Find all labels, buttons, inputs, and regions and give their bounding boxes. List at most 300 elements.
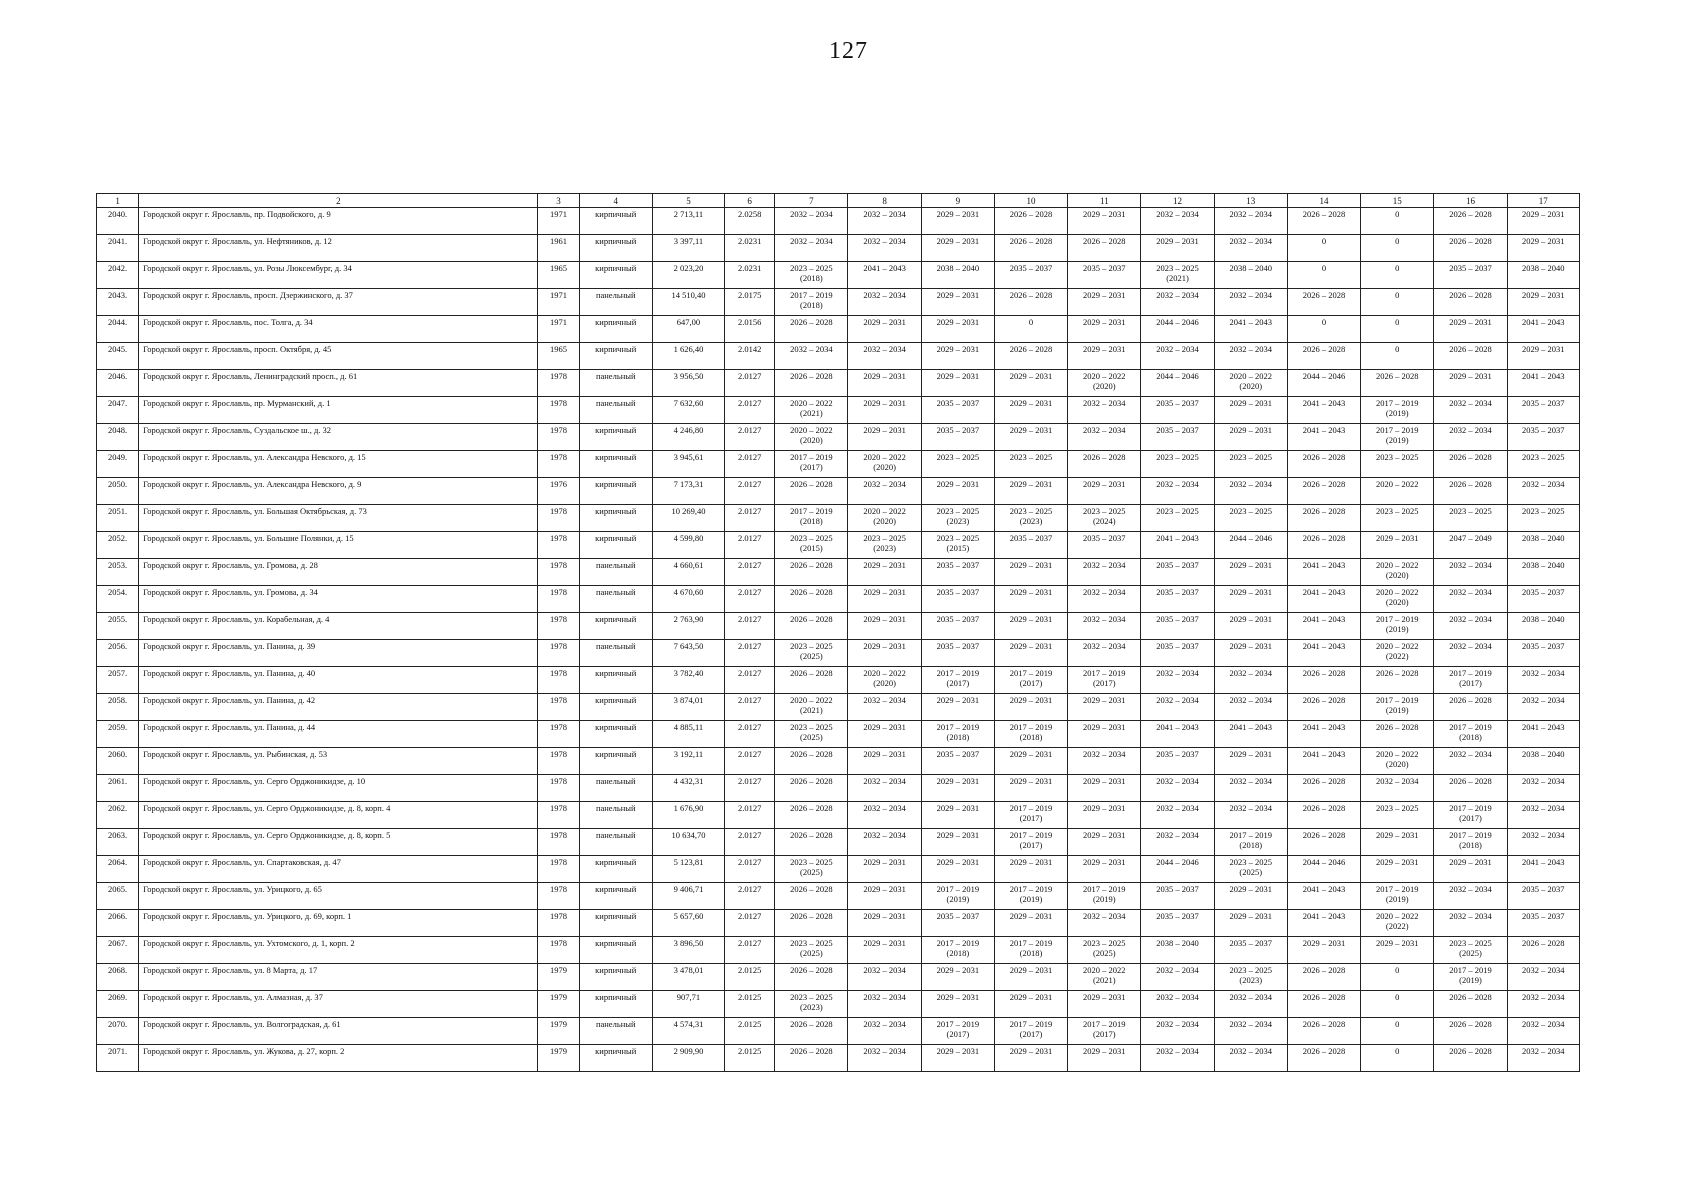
- table-cell: 2032 – 2034: [1214, 1018, 1287, 1045]
- table-cell: 2026 – 2028: [994, 235, 1067, 262]
- table-cell: 2032 – 2034: [1507, 775, 1579, 802]
- table-cell: 2029 – 2031: [1361, 856, 1434, 883]
- row-number-cell: 2058.: [97, 694, 139, 721]
- table-cell: 2026 – 2028: [775, 910, 848, 937]
- row-number-cell: 2062.: [97, 802, 139, 829]
- table-cell: 2032 – 2034: [1214, 694, 1287, 721]
- table-cell: 2035 – 2037: [1141, 424, 1214, 451]
- table-cell: 2032 – 2034: [1068, 613, 1141, 640]
- table-cell: 2035 – 2037: [921, 748, 994, 775]
- table-cell: 2029 – 2031: [1068, 991, 1141, 1018]
- table-cell: 2017 – 2019 (2019): [1361, 613, 1434, 640]
- table-cell: 4 246,80: [652, 424, 724, 451]
- table-cell: 2026 – 2028: [1287, 451, 1360, 478]
- table-cell: кирпичный: [579, 910, 652, 937]
- table-cell: 2032 – 2034: [848, 802, 921, 829]
- table-cell: 2026 – 2028: [775, 370, 848, 397]
- address-cell: Городской округ г. Ярославль, ул. Корабельная, д. 4: [139, 613, 538, 640]
- table-cell: 2023 – 2025 (2015): [921, 532, 994, 559]
- table-cell: 1979: [538, 1045, 579, 1072]
- table-cell: кирпичный: [579, 343, 652, 370]
- table-cell: 2038 – 2040: [1507, 559, 1579, 586]
- table-cell: 2017 – 2019 (2018): [775, 505, 848, 532]
- table-cell: 2029 – 2031: [1214, 559, 1287, 586]
- table-cell: 2032 – 2034: [1507, 1018, 1579, 1045]
- table-cell: 2035 – 2037: [994, 532, 1067, 559]
- table-cell: 2026 – 2028: [1287, 343, 1360, 370]
- table-cell: 2029 – 2031: [1507, 343, 1579, 370]
- table-cell: кирпичный: [579, 856, 652, 883]
- table-cell: 2044 – 2046: [1214, 532, 1287, 559]
- table-cell: 2029 – 2031: [1068, 208, 1141, 235]
- table-cell: 2029 – 2031: [1434, 316, 1507, 343]
- table-cell: кирпичный: [579, 748, 652, 775]
- table-cell: 2032 – 2034: [848, 235, 921, 262]
- table-cell: 2026 – 2028: [1287, 478, 1360, 505]
- table-cell: 2044 – 2046: [1287, 370, 1360, 397]
- table-cell: 4 885,11: [652, 721, 724, 748]
- row-number-cell: 2052.: [97, 532, 139, 559]
- table-row: [97, 775, 1580, 802]
- table-cell: 2032 – 2034: [1141, 991, 1214, 1018]
- table-cell: 1965: [538, 262, 579, 289]
- table-cell: 2035 – 2037: [1141, 613, 1214, 640]
- row-number-cell: 2059.: [97, 721, 139, 748]
- column-number-header: 8: [848, 194, 921, 208]
- table-row: [97, 478, 1580, 505]
- table-cell: 2029 – 2031: [1214, 910, 1287, 937]
- column-number-header: 13: [1214, 194, 1287, 208]
- row-number-cell: 2050.: [97, 478, 139, 505]
- table-cell: 2032 – 2034: [1214, 991, 1287, 1018]
- table-cell: 2035 – 2037: [1141, 397, 1214, 424]
- table-cell: 2029 – 2031: [994, 640, 1067, 667]
- table-cell: панельный: [579, 802, 652, 829]
- table-cell: 2023 – 2025: [1507, 505, 1579, 532]
- table-cell: 2.0127: [725, 694, 775, 721]
- table-cell: 2026 – 2028: [775, 1018, 848, 1045]
- table-cell: 2035 – 2037: [1214, 937, 1287, 964]
- address-cell: Городской округ г. Ярославль, пр. Подвойского, д. 9: [139, 208, 538, 235]
- column-number-header: 10: [994, 194, 1067, 208]
- table-cell: 2029 – 2031: [921, 289, 994, 316]
- table-cell: 2032 – 2034: [1214, 208, 1287, 235]
- table-cell: 2026 – 2028: [775, 748, 848, 775]
- table-cell: 2032 – 2034: [1068, 424, 1141, 451]
- table-cell: 2032 – 2034: [1434, 424, 1507, 451]
- table-cell: 2026 – 2028: [775, 1045, 848, 1072]
- table-cell: 2032 – 2034: [1141, 289, 1214, 316]
- table-cell: 0: [1361, 991, 1434, 1018]
- table-row: [97, 910, 1580, 937]
- table-cell: 2032 – 2034: [848, 964, 921, 991]
- table-cell: 2032 – 2034: [848, 775, 921, 802]
- table-cell: 2026 – 2028: [775, 586, 848, 613]
- table-cell: 2032 – 2034: [848, 343, 921, 370]
- table-cell: 2035 – 2037: [1068, 262, 1141, 289]
- table-cell: 2029 – 2031: [921, 1045, 994, 1072]
- table-cell: 0: [1287, 316, 1360, 343]
- table-row: [97, 1018, 1580, 1045]
- address-cell: Городской округ г. Ярославль, ул. Урицкого, д. 69, корп. 1: [139, 910, 538, 937]
- table-cell: 2017 – 2019 (2019): [921, 883, 994, 910]
- table-cell: 2029 – 2031: [994, 748, 1067, 775]
- table-cell: 2029 – 2031: [1507, 289, 1579, 316]
- table-cell: 2026 – 2028: [1434, 991, 1507, 1018]
- table-row: [97, 451, 1580, 478]
- table-cell: 2017 – 2019 (2017): [1068, 667, 1141, 694]
- table-cell: 2032 – 2034: [1434, 910, 1507, 937]
- table-cell: 2038 – 2040: [921, 262, 994, 289]
- table-cell: 2029 – 2031: [921, 694, 994, 721]
- table-cell: 4 599,80: [652, 532, 724, 559]
- table-cell: 2041 – 2043: [848, 262, 921, 289]
- table-cell: кирпичный: [579, 667, 652, 694]
- table-cell: 2029 – 2031: [1214, 586, 1287, 613]
- column-number-header: 3: [538, 194, 579, 208]
- table-cell: 2029 – 2031: [1068, 856, 1141, 883]
- table-cell: 0: [1361, 964, 1434, 991]
- row-number-cell: 2064.: [97, 856, 139, 883]
- table-cell: 647,00: [652, 316, 724, 343]
- table-row: [97, 964, 1580, 991]
- table-cell: 2020 – 2022 (2021): [775, 397, 848, 424]
- table-cell: 2032 – 2034: [1068, 586, 1141, 613]
- table-cell: 2029 – 2031: [1361, 937, 1434, 964]
- table-cell: панельный: [579, 289, 652, 316]
- table-cell: 2020 – 2022 (2021): [1068, 964, 1141, 991]
- table-cell: 2029 – 2031: [1214, 424, 1287, 451]
- table-cell: панельный: [579, 1018, 652, 1045]
- table-cell: 2023 – 2025: [1434, 505, 1507, 532]
- table-cell: 0: [1361, 262, 1434, 289]
- table-cell: 2020 – 2022 (2022): [1361, 910, 1434, 937]
- table-cell: 2035 – 2037: [1507, 586, 1579, 613]
- table-cell: 2032 – 2034: [1068, 559, 1141, 586]
- address-cell: Городской округ г. Ярославль, ул. Большая Октябрьская, д. 73: [139, 505, 538, 532]
- table-cell: 2017 – 2019 (2018): [775, 289, 848, 316]
- table-cell: 2026 – 2028: [1287, 802, 1360, 829]
- table-row: [97, 937, 1580, 964]
- table-cell: 2032 – 2034: [1507, 964, 1579, 991]
- table-cell: 2032 – 2034: [848, 208, 921, 235]
- table-cell: 2041 – 2043: [1287, 721, 1360, 748]
- address-cell: Городской округ г. Ярославль, ул. Громова, д. 34: [139, 586, 538, 613]
- table-cell: панельный: [579, 397, 652, 424]
- table-cell: 2032 – 2034: [848, 478, 921, 505]
- table-cell: 2044 – 2046: [1287, 856, 1360, 883]
- table-cell: 2029 – 2031: [1507, 208, 1579, 235]
- table-cell: 2035 – 2037: [1507, 640, 1579, 667]
- table-cell: 2032 – 2034: [1141, 1018, 1214, 1045]
- table-row: [97, 424, 1580, 451]
- table-cell: кирпичный: [579, 1045, 652, 1072]
- table-cell: 2.0127: [725, 883, 775, 910]
- table-cell: 2023 – 2025 (2023): [848, 532, 921, 559]
- table-cell: 2026 – 2028: [1287, 667, 1360, 694]
- table-cell: 2038 – 2040: [1214, 262, 1287, 289]
- table-cell: 1978: [538, 613, 579, 640]
- table-cell: 2020 – 2022 (2020): [1361, 586, 1434, 613]
- housing-repair-schedule-table: [96, 193, 1580, 1072]
- table-cell: 3 397,11: [652, 235, 724, 262]
- table-cell: 3 478,01: [652, 964, 724, 991]
- table-cell: 2029 – 2031: [848, 721, 921, 748]
- table-cell: кирпичный: [579, 613, 652, 640]
- table-cell: 2035 – 2037: [1507, 883, 1579, 910]
- table-cell: 2041 – 2043: [1287, 883, 1360, 910]
- table-cell: 2026 – 2028: [1287, 775, 1360, 802]
- table-cell: 2029 – 2031: [848, 559, 921, 586]
- table-cell: 0: [1361, 343, 1434, 370]
- table-cell: 1978: [538, 856, 579, 883]
- column-number-header: 1: [97, 194, 139, 208]
- table-cell: 2035 – 2037: [1141, 748, 1214, 775]
- table-cell: 2.0125: [725, 1045, 775, 1072]
- table-cell: 2029 – 2031: [1068, 775, 1141, 802]
- table-cell: 2017 – 2019 (2019): [1361, 397, 1434, 424]
- table-cell: 2026 – 2028: [775, 964, 848, 991]
- row-number-cell: 2068.: [97, 964, 139, 991]
- table-cell: 0: [1361, 235, 1434, 262]
- table-cell: 2026 – 2028: [1287, 964, 1360, 991]
- table-cell: 10 634,70: [652, 829, 724, 856]
- table-cell: 2017 – 2019 (2019): [1434, 964, 1507, 991]
- table-cell: 2023 – 2025 (2025): [775, 856, 848, 883]
- table-cell: 2026 – 2028: [1287, 1045, 1360, 1072]
- table-cell: 2029 – 2031: [1141, 235, 1214, 262]
- table-cell: 2020 – 2022 (2020): [848, 667, 921, 694]
- table-cell: 14 510,40: [652, 289, 724, 316]
- table-cell: 2017 – 2019 (2018): [994, 721, 1067, 748]
- table-cell: 2032 – 2034: [1507, 694, 1579, 721]
- table-cell: 2041 – 2043: [1287, 397, 1360, 424]
- table-cell: 3 956,50: [652, 370, 724, 397]
- table-cell: 2.0127: [725, 640, 775, 667]
- table-cell: 2.0127: [725, 802, 775, 829]
- table-cell: 2026 – 2028: [1507, 937, 1579, 964]
- table-cell: 2.0127: [725, 910, 775, 937]
- table-cell: 1971: [538, 289, 579, 316]
- table-cell: 2023 – 2025: [1214, 505, 1287, 532]
- row-number-cell: 2065.: [97, 883, 139, 910]
- table-cell: 2023 – 2025: [1141, 505, 1214, 532]
- table-row: [97, 640, 1580, 667]
- table-cell: 2026 – 2028: [1434, 208, 1507, 235]
- table-cell: кирпичный: [579, 883, 652, 910]
- table-cell: 2.0127: [725, 451, 775, 478]
- table-cell: 2029 – 2031: [1287, 937, 1360, 964]
- table-cell: 2017 – 2019 (2017): [994, 667, 1067, 694]
- table-cell: 2029 – 2031: [1434, 370, 1507, 397]
- table-cell: 2026 – 2028: [1287, 208, 1360, 235]
- table-cell: 2029 – 2031: [1507, 235, 1579, 262]
- table-cell: 2026 – 2028: [1434, 775, 1507, 802]
- table-cell: 1978: [538, 505, 579, 532]
- table-cell: 2023 – 2025: [1361, 451, 1434, 478]
- table-cell: 1978: [538, 667, 579, 694]
- table-cell: 1979: [538, 1018, 579, 1045]
- address-cell: Городской округ г. Ярославль, ул. Ухтомского, д. 1, корп. 2: [139, 937, 538, 964]
- address-cell: Городской округ г. Ярославль, ул. Жукова, д. 27, корп. 2: [139, 1045, 538, 1072]
- table-cell: 2020 – 2022 (2021): [775, 694, 848, 721]
- table-cell: 2017 – 2019 (2019): [994, 883, 1067, 910]
- table-cell: 2029 – 2031: [1068, 721, 1141, 748]
- table-cell: 2035 – 2037: [1434, 262, 1507, 289]
- table-cell: 2032 – 2034: [1507, 802, 1579, 829]
- table-cell: 2.0142: [725, 343, 775, 370]
- table-cell: 2026 – 2028: [775, 613, 848, 640]
- table-cell: 2029 – 2031: [1068, 802, 1141, 829]
- table-cell: 2038 – 2040: [1507, 532, 1579, 559]
- table-cell: 2023 – 2025: [1141, 451, 1214, 478]
- table-cell: 2029 – 2031: [848, 424, 921, 451]
- table-cell: 2032 – 2034: [1214, 343, 1287, 370]
- address-cell: Городской округ г. Ярославль, ул. Розы Люксембург, д. 34: [139, 262, 538, 289]
- table-cell: панельный: [579, 640, 652, 667]
- table-cell: 1978: [538, 640, 579, 667]
- address-cell: Городской округ г. Ярославль, ул. Громова, д. 28: [139, 559, 538, 586]
- table-cell: 2029 – 2031: [848, 856, 921, 883]
- table-row: [97, 586, 1580, 613]
- table-cell: 2026 – 2028: [1434, 1045, 1507, 1072]
- table-cell: 2035 – 2037: [921, 613, 994, 640]
- table-cell: 2029 – 2031: [921, 208, 994, 235]
- table-cell: 2029 – 2031: [1068, 1045, 1141, 1072]
- table-cell: 2029 – 2031: [921, 343, 994, 370]
- address-cell: Городской округ г. Ярославль, ул. Серго Орджоникидзе, д. 8, корп. 4: [139, 802, 538, 829]
- table-cell: кирпичный: [579, 262, 652, 289]
- table-cell: 2029 – 2031: [848, 883, 921, 910]
- row-number-cell: 2060.: [97, 748, 139, 775]
- table-cell: 2029 – 2031: [994, 613, 1067, 640]
- table-cell: 2038 – 2040: [1141, 937, 1214, 964]
- table-cell: 2026 – 2028: [775, 667, 848, 694]
- table-cell: 2032 – 2034: [1141, 343, 1214, 370]
- table-cell: кирпичный: [579, 532, 652, 559]
- table-cell: 2020 – 2022 (2020): [1214, 370, 1287, 397]
- table-cell: 2026 – 2028: [775, 559, 848, 586]
- column-number-header: 9: [921, 194, 994, 208]
- table-cell: панельный: [579, 775, 652, 802]
- table-cell: 2026 – 2028: [1287, 694, 1360, 721]
- row-number-cell: 2071.: [97, 1045, 139, 1072]
- table-cell: 3 896,50: [652, 937, 724, 964]
- table-cell: 2029 – 2031: [1068, 343, 1141, 370]
- table-cell: 2017 – 2019 (2017): [775, 451, 848, 478]
- table-cell: 2029 – 2031: [1214, 883, 1287, 910]
- table-cell: 1978: [538, 748, 579, 775]
- table-cell: 2023 – 2025 (2025): [1214, 856, 1287, 883]
- column-number-header: 15: [1361, 194, 1434, 208]
- table-cell: 2029 – 2031: [1068, 478, 1141, 505]
- table-cell: 2023 – 2025: [1361, 802, 1434, 829]
- table-cell: 2023 – 2025 (2018): [775, 262, 848, 289]
- table-cell: 2023 – 2025 (2025): [775, 721, 848, 748]
- table-cell: 2041 – 2043: [1214, 721, 1287, 748]
- table-cell: 2029 – 2031: [1361, 532, 1434, 559]
- table-cell: 2.0127: [725, 424, 775, 451]
- table-cell: 2032 – 2034: [1434, 559, 1507, 586]
- table-cell: 2017 – 2019 (2017): [994, 802, 1067, 829]
- table-cell: 0: [994, 316, 1067, 343]
- table-cell: 3 874,01: [652, 694, 724, 721]
- table-cell: 2017 – 2019 (2017): [1434, 667, 1507, 694]
- address-cell: Городской округ г. Ярославль, Ленинградский просп., д. 61: [139, 370, 538, 397]
- table-cell: 2032 – 2034: [1507, 991, 1579, 1018]
- table-cell: 2.0127: [725, 397, 775, 424]
- table-cell: 2026 – 2028: [1361, 721, 1434, 748]
- table-cell: 2023 – 2025 (2025): [775, 640, 848, 667]
- table-cell: 9 406,71: [652, 883, 724, 910]
- address-cell: Городской округ г. Ярославль, ул. Панина, д. 39: [139, 640, 538, 667]
- table-cell: 2032 – 2034: [1507, 478, 1579, 505]
- table-cell: 2020 – 2022 (2020): [1068, 370, 1141, 397]
- address-cell: Городской округ г. Ярославль, ул. Алмазная, д. 37: [139, 991, 538, 1018]
- address-cell: Городской округ г. Ярославль, ул. Панина, д. 44: [139, 721, 538, 748]
- row-number-cell: 2051.: [97, 505, 139, 532]
- table-cell: 2023 – 2025 (2023): [921, 505, 994, 532]
- table-cell: 2029 – 2031: [994, 370, 1067, 397]
- table-cell: кирпичный: [579, 235, 652, 262]
- table-cell: 2029 – 2031: [848, 397, 921, 424]
- table-cell: 2026 – 2028: [1434, 451, 1507, 478]
- table-cell: 2.0125: [725, 991, 775, 1018]
- table-row: [97, 667, 1580, 694]
- table-cell: 2017 – 2019 (2017): [994, 829, 1067, 856]
- table-cell: 2.0127: [725, 505, 775, 532]
- table-cell: 2026 – 2028: [1361, 667, 1434, 694]
- row-number-cell: 2063.: [97, 829, 139, 856]
- table-cell: 2029 – 2031: [921, 991, 994, 1018]
- table-cell: 2041 – 2043: [1287, 910, 1360, 937]
- address-cell: Городской округ г. Ярославль, ул. Рыбинская, д. 53: [139, 748, 538, 775]
- table-cell: 0: [1361, 1018, 1434, 1045]
- table-row: [97, 235, 1580, 262]
- table-cell: 2032 – 2034: [1434, 640, 1507, 667]
- table-cell: 2035 – 2037: [921, 586, 994, 613]
- table-cell: 2029 – 2031: [1068, 289, 1141, 316]
- table-cell: 0: [1361, 289, 1434, 316]
- table-cell: 2026 – 2028: [775, 478, 848, 505]
- table-cell: 2029 – 2031: [994, 586, 1067, 613]
- table-cell: 1978: [538, 910, 579, 937]
- table-cell: 1976: [538, 478, 579, 505]
- table-cell: 1978: [538, 937, 579, 964]
- table-cell: 2029 – 2031: [1214, 748, 1287, 775]
- table-row: [97, 748, 1580, 775]
- table-cell: 2035 – 2037: [921, 559, 994, 586]
- table-cell: 2035 – 2037: [994, 262, 1067, 289]
- table-cell: 1978: [538, 829, 579, 856]
- table-cell: 2032 – 2034: [1068, 910, 1141, 937]
- row-number-cell: 2041.: [97, 235, 139, 262]
- table-cell: 2029 – 2031: [848, 910, 921, 937]
- table-cell: 2032 – 2034: [1434, 613, 1507, 640]
- table-cell: 2026 – 2028: [1434, 235, 1507, 262]
- address-cell: Городской округ г. Ярославль, ул. Нефтяников, д. 12: [139, 235, 538, 262]
- table-cell: 2041 – 2043: [1141, 532, 1214, 559]
- table-cell: кирпичный: [579, 964, 652, 991]
- table-cell: 2032 – 2034: [1507, 1045, 1579, 1072]
- address-cell: Городской округ г. Ярославль, просп. Дзержинского, д. 37: [139, 289, 538, 316]
- table-cell: 2023 – 2025: [1507, 451, 1579, 478]
- table-cell: 1978: [538, 424, 579, 451]
- table-cell: кирпичный: [579, 505, 652, 532]
- table-cell: 2023 – 2025 (2025): [1434, 937, 1507, 964]
- table-cell: 2029 – 2031: [848, 748, 921, 775]
- table-cell: 2029 – 2031: [1214, 613, 1287, 640]
